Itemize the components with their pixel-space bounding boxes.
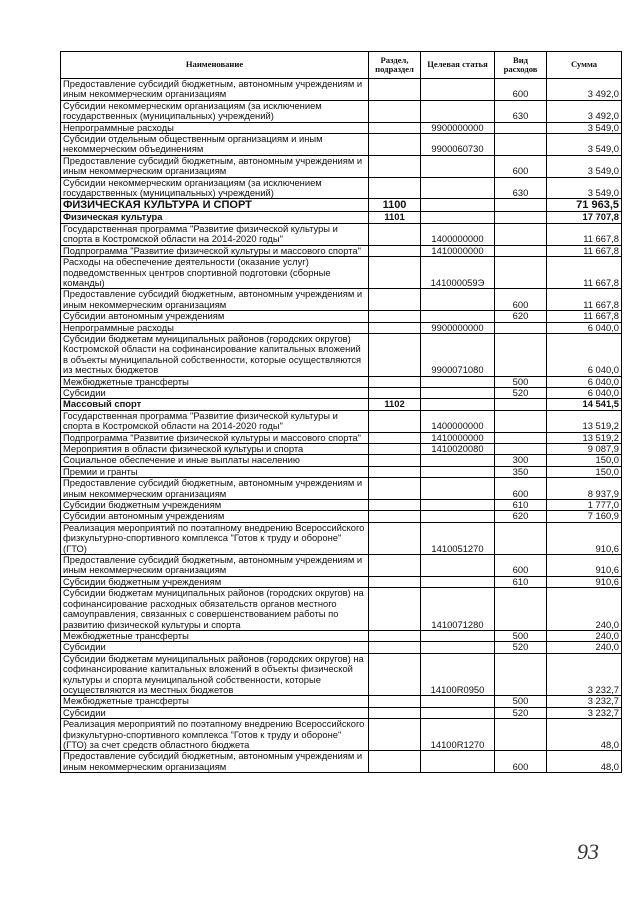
cell-sum: 3 232,7 [547, 696, 622, 707]
cell-target [421, 466, 495, 477]
cell-section [369, 122, 421, 133]
cell-sum: 3 232,7 [547, 707, 622, 718]
cell-name: Предоставление субсидий бюджетным, автономным учреждениям и иным некоммерческим организациям [61, 555, 369, 577]
cell-target: 1400000000 [421, 410, 495, 432]
cell-section [369, 245, 421, 256]
table-row [61, 79, 622, 101]
cell-sum: 3 549,0 [547, 177, 622, 199]
cell-sum: 240,0 [547, 588, 622, 631]
cell-target [421, 155, 495, 177]
cell-target [421, 576, 495, 587]
cell-target [421, 511, 495, 522]
cell-name: Подпрограмма "Развитие физической культуры и массового спорта" [61, 245, 369, 256]
cell-name: Реализация мероприятий по поэтапному внедрению Всероссийского физкультурно-спортивного комплекса "Готов к труду и обороне" (ГТО) [61, 522, 369, 554]
cell-sum: 11 667,8 [547, 223, 622, 245]
cell-target: 9900071080 [421, 333, 495, 376]
cell-sum: 3 549,0 [547, 134, 622, 156]
cell-sum: 8 937,9 [547, 478, 622, 500]
cell-target: 14100R0950 [421, 653, 495, 696]
table-row [61, 155, 622, 177]
cell-name: Субсидии бюджетам муниципальных районов (городских округов) Костромской области на софинансирование капитальных вложений в объекты муниципальной собственности, которые осуществляются из местных бюджетов [61, 333, 369, 376]
cell-name: Расходы на обеспечение деятельности (оказание услуг) подведомственных центров спортивной подготовки (сборные команды) [61, 257, 369, 289]
cell-name: Субсидии автономным учреждениям [61, 511, 369, 522]
table-row [61, 696, 622, 707]
cell-target: 9900000000 [421, 322, 495, 333]
cell-expense-type: 600 [495, 478, 547, 500]
cell-target: 1410020080 [421, 444, 495, 455]
table-row [61, 245, 622, 256]
table-row [61, 122, 622, 133]
cell-target [421, 478, 495, 500]
cell-name: Субсидии [61, 642, 369, 653]
cell-target: 14100R1270 [421, 719, 495, 751]
cell-sum: 6 040,0 [547, 333, 622, 376]
cell-name: Предоставление субсидий бюджетным, автономным учреждениям и иным некоммерческим организациям [61, 289, 369, 311]
cell-sum: 17 707,8 [547, 212, 622, 223]
cell-target [421, 455, 495, 466]
header-name: Наименование [61, 52, 369, 79]
cell-target: 1410071280 [421, 588, 495, 631]
cell-section [369, 555, 421, 577]
cell-name: Предоставление субсидий бюджетным, автономным учреждениям и иным некоммерческим организациям [61, 79, 369, 101]
table-row [61, 444, 622, 455]
cell-expense-type [495, 212, 547, 223]
cell-section [369, 289, 421, 311]
cell-name: Предоставление субсидий бюджетным, автономным учреждениям и иным некоммерческим организациям [61, 751, 369, 773]
cell-target [421, 199, 495, 212]
table-body [61, 79, 622, 773]
cell-name: ФИЗИЧЕСКАЯ КУЛЬТУРА И СПОРТ [61, 199, 369, 212]
cell-target: 9900000000 [421, 122, 495, 133]
cell-sum: 910,6 [547, 555, 622, 577]
cell-target [421, 642, 495, 653]
cell-section: 1100 [369, 199, 421, 212]
table-row [61, 500, 622, 511]
cell-section [369, 223, 421, 245]
cell-expense-type [495, 719, 547, 751]
cell-name: Предоставление субсидий бюджетным, автономным учреждениям и иным некоммерческим организациям [61, 155, 369, 177]
cell-section [369, 333, 421, 376]
cell-section [369, 500, 421, 511]
cell-name: Межбюджетные трансферты [61, 696, 369, 707]
table-row [61, 707, 622, 718]
cell-target: 1410000000 [421, 432, 495, 443]
table-row [61, 134, 622, 156]
cell-section [369, 751, 421, 773]
cell-name: Непрограммные расходы [61, 322, 369, 333]
cell-expense-type: 520 [495, 387, 547, 398]
cell-name: Государственная программа "Развитие физической культуры и спорта в Костромской области на 2014-2020 годы" [61, 410, 369, 432]
table-row [61, 376, 622, 387]
header-sum: Сумма [547, 52, 622, 79]
cell-target [421, 177, 495, 199]
cell-expense-type: 300 [495, 455, 547, 466]
cell-name: Субсидии автономным учреждениям [61, 311, 369, 322]
table-row [61, 100, 622, 122]
table-row [61, 455, 622, 466]
cell-expense-type: 600 [495, 155, 547, 177]
cell-section [369, 511, 421, 522]
cell-expense-type [495, 199, 547, 212]
cell-name: Государственная программа "Развитие физической культуры и спорта в Костромской области на 2014-2020 годы" [61, 223, 369, 245]
cell-section [369, 522, 421, 554]
cell-sum: 910,6 [547, 522, 622, 554]
cell-section: 1102 [369, 399, 421, 410]
cell-name: Подпрограмма "Развитие физической культуры и массового спорта" [61, 432, 369, 443]
table-row [61, 311, 622, 322]
cell-section [369, 79, 421, 101]
cell-target [421, 100, 495, 122]
cell-sum: 13 519,2 [547, 410, 622, 432]
table-row [61, 511, 622, 522]
cell-expense-type: 500 [495, 696, 547, 707]
page-number: 93 [577, 839, 599, 864]
cell-name: Реализация мероприятий по поэтапному внедрению Всероссийского физкультурно-спортивного комплекса "Готов к труду и обороне" (ГТО) за счет средств областного бюджета [61, 719, 369, 751]
cell-expense-type [495, 257, 547, 289]
cell-name: Субсидии [61, 707, 369, 718]
cell-name: Мероприятия в области физической культуры и спорта [61, 444, 369, 455]
cell-target [421, 289, 495, 311]
cell-expense-type [495, 322, 547, 333]
cell-name: Субсидии бюджетным учреждениям [61, 576, 369, 587]
cell-name: Субсидии некоммерческим организациям (за исключением государственных (муниципальных) учреждений) [61, 177, 369, 199]
cell-name: Межбюджетные трансферты [61, 376, 369, 387]
cell-expense-type: 600 [495, 79, 547, 101]
cell-name: Субсидии бюджетам муниципальных районов (городских округов) на софинансирование расходных обязательств органов местного самоуправления, связанных с совершенствованием работы по развитию физической культуры и спорта [61, 588, 369, 631]
cell-target [421, 696, 495, 707]
cell-sum: 3 232,7 [547, 653, 622, 696]
cell-target [421, 311, 495, 322]
cell-section [369, 376, 421, 387]
cell-expense-type: 520 [495, 642, 547, 653]
cell-target [421, 751, 495, 773]
cell-expense-type [495, 134, 547, 156]
cell-expense-type [495, 432, 547, 443]
cell-sum: 3 549,0 [547, 122, 622, 133]
cell-section: 1101 [369, 212, 421, 223]
cell-target [421, 79, 495, 101]
cell-target [421, 376, 495, 387]
header-expense-type: Вид расходов [495, 52, 547, 79]
cell-sum: 11 667,8 [547, 289, 622, 311]
cell-sum: 240,0 [547, 642, 622, 653]
cell-section [369, 588, 421, 631]
cell-expense-type [495, 122, 547, 133]
table-row [61, 432, 622, 443]
cell-name: Предоставление субсидий бюджетным, автономным учреждениям и иным некоммерческим организациям [61, 478, 369, 500]
table-row [61, 630, 622, 641]
cell-section [369, 719, 421, 751]
cell-expense-type: 610 [495, 576, 547, 587]
table-row [61, 719, 622, 751]
cell-sum: 11 667,8 [547, 257, 622, 289]
cell-expense-type: 630 [495, 100, 547, 122]
table-row [61, 478, 622, 500]
cell-section [369, 576, 421, 587]
table-row [61, 751, 622, 773]
cell-sum: 13 519,2 [547, 432, 622, 443]
table-row [61, 642, 622, 653]
cell-section [369, 257, 421, 289]
cell-expense-type [495, 444, 547, 455]
cell-section [369, 177, 421, 199]
cell-expense-type: 630 [495, 177, 547, 199]
cell-sum: 3 492,0 [547, 100, 622, 122]
cell-section [369, 444, 421, 455]
cell-target [421, 555, 495, 577]
cell-sum: 11 667,8 [547, 245, 622, 256]
cell-sum: 6 040,0 [547, 376, 622, 387]
table-row [61, 576, 622, 587]
cell-section [369, 696, 421, 707]
header-section: Раздел, подраздел [369, 52, 421, 79]
cell-expense-type: 620 [495, 511, 547, 522]
cell-name: Социальное обеспечение и иные выплаты населению [61, 455, 369, 466]
cell-expense-type: 620 [495, 311, 547, 322]
cell-name: Физическая культура [61, 212, 369, 223]
table-row [61, 212, 622, 223]
cell-sum: 240,0 [547, 630, 622, 641]
cell-name: Премии и гранты [61, 466, 369, 477]
cell-expense-type [495, 223, 547, 245]
cell-expense-type: 600 [495, 555, 547, 577]
table-row [61, 399, 622, 410]
cell-section [369, 642, 421, 653]
cell-name: Массовый спорт [61, 399, 369, 410]
cell-expense-type [495, 333, 547, 376]
cell-section [369, 707, 421, 718]
cell-target: 141000059Э [421, 257, 495, 289]
table-row [61, 555, 622, 577]
table-row [61, 522, 622, 554]
table-row [61, 289, 622, 311]
table-row [61, 257, 622, 289]
table-row [61, 387, 622, 398]
table-row [61, 322, 622, 333]
table-row [61, 588, 622, 631]
cell-sum: 11 667,8 [547, 311, 622, 322]
cell-target [421, 399, 495, 410]
cell-section [369, 410, 421, 432]
cell-section [369, 432, 421, 443]
table-header-row [61, 52, 622, 79]
cell-sum: 14 541,5 [547, 399, 622, 410]
cell-sum: 48,0 [547, 751, 622, 773]
table-row [61, 653, 622, 696]
cell-sum: 7 160,9 [547, 511, 622, 522]
cell-name: Субсидии бюджетным учреждениям [61, 500, 369, 511]
cell-section [369, 630, 421, 641]
cell-section [369, 387, 421, 398]
table-row [61, 466, 622, 477]
budget-table [60, 51, 622, 773]
cell-target [421, 630, 495, 641]
cell-name: Субсидии некоммерческим организациям (за исключением государственных (муниципальных) учреждений) [61, 100, 369, 122]
cell-section [369, 466, 421, 477]
table-row [61, 410, 622, 432]
cell-target [421, 707, 495, 718]
cell-section [369, 155, 421, 177]
cell-sum: 910,6 [547, 576, 622, 587]
cell-expense-type [495, 410, 547, 432]
cell-sum: 150,0 [547, 466, 622, 477]
cell-sum: 6 040,0 [547, 322, 622, 333]
cell-section [369, 653, 421, 696]
cell-sum: 150,0 [547, 455, 622, 466]
table-row [61, 223, 622, 245]
cell-section [369, 311, 421, 322]
cell-expense-type: 600 [495, 289, 547, 311]
table-row [61, 177, 622, 199]
table-row [61, 333, 622, 376]
cell-sum: 3 549,0 [547, 155, 622, 177]
cell-target [421, 500, 495, 511]
cell-name: Межбюджетные трансферты [61, 630, 369, 641]
cell-target: 1410051270 [421, 522, 495, 554]
cell-name: Непрограммные расходы [61, 122, 369, 133]
cell-expense-type [495, 653, 547, 696]
header-target: Целевая статья [421, 52, 495, 79]
cell-expense-type: 610 [495, 500, 547, 511]
cell-section [369, 478, 421, 500]
cell-sum: 6 040,0 [547, 387, 622, 398]
cell-expense-type: 500 [495, 376, 547, 387]
cell-name: Субсидии отдельным общественным организациям и иным некоммерческим объединениям [61, 134, 369, 156]
cell-expense-type [495, 399, 547, 410]
cell-target [421, 387, 495, 398]
cell-section [369, 455, 421, 466]
cell-expense-type: 600 [495, 751, 547, 773]
cell-sum: 9 087,9 [547, 444, 622, 455]
cell-expense-type [495, 245, 547, 256]
cell-expense-type: 500 [495, 630, 547, 641]
cell-target: 1410000000 [421, 245, 495, 256]
cell-target: 1400000000 [421, 223, 495, 245]
cell-target: 9900060730 [421, 134, 495, 156]
cell-target [421, 212, 495, 223]
cell-section [369, 134, 421, 156]
cell-sum: 71 963,5 [547, 199, 622, 212]
cell-section [369, 100, 421, 122]
cell-name: Субсидии бюджетам муниципальных районов (городских округов) на софинансирование капитальных вложений в объекты физической культуры и спорта муниципальной собственности, которые осуществляются из местных бюджетов [61, 653, 369, 696]
cell-sum: 3 492,0 [547, 79, 622, 101]
cell-expense-type: 520 [495, 707, 547, 718]
cell-sum: 1 777,0 [547, 500, 622, 511]
cell-section [369, 322, 421, 333]
cell-expense-type [495, 522, 547, 554]
cell-name: Субсидии [61, 387, 369, 398]
cell-expense-type: 350 [495, 466, 547, 477]
cell-expense-type [495, 588, 547, 631]
table-row [61, 199, 622, 212]
cell-sum: 48,0 [547, 719, 622, 751]
